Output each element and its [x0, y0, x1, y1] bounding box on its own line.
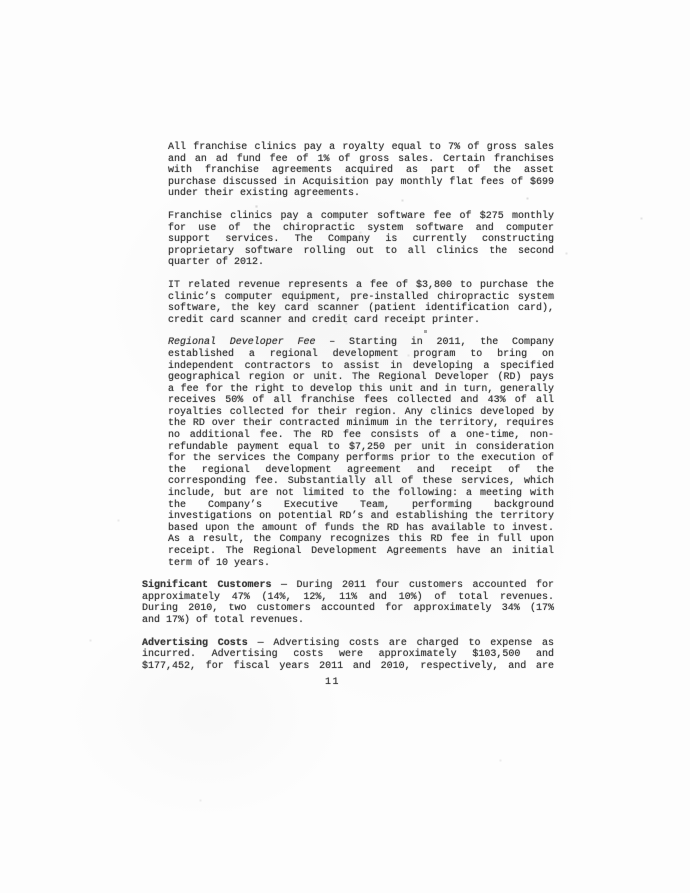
text-line: receipt. The Regional Development Agreements have an initial [168, 546, 554, 557]
text-line: $177,452, for fiscal years 2011 and 2010, respectively, and are [142, 660, 554, 672]
paragraph [142, 142, 554, 200]
paragraph [142, 580, 554, 626]
text-line: include, but are not limited to the following: a meeting with [168, 488, 554, 500]
text-line: proprietary software rolling out to all clinics the second [168, 245, 554, 257]
text-line: As a result, the Company recognizes this RD fee in full upon [168, 534, 554, 546]
paragraph-lead-bold: Significant Customers [142, 580, 272, 592]
text-line: Franchise clinics pay a computer software fee of $275 monthly [168, 210, 554, 222]
document-text-block [142, 142, 554, 683]
text-line: Regional Developer Fee – Starting in 2011, the Company [168, 337, 554, 349]
text-line: and 17%) of total revenues. [142, 614, 305, 626]
text-line: Advertising Costs — Advertising costs are charged to expense as [142, 637, 554, 649]
text-line: based upon the amount of funds the RD has available to invest. [168, 522, 554, 534]
paragraph-lead-bold: Advertising Costs [142, 637, 248, 649]
text-line: During 2010, two customers accounted for approximately 34% (17% [142, 603, 554, 615]
text-line: the regional development agreement and receipt of the [168, 464, 554, 476]
paragraph [142, 638, 554, 673]
text-line: and an ad fund fee of 1% of gross sales. Certain franchises [168, 153, 554, 165]
text-line: independent contractors to assist in developing a specified [168, 360, 554, 372]
text-line: Significant Customers — During 2011 four customers accounted for [142, 580, 554, 592]
text-line: for use of the chiropractic system software and computer [168, 222, 554, 234]
page-number: 11 [325, 677, 341, 688]
text-line: established a regional development program to bring on [168, 348, 554, 360]
text-line: the RD over their contracted minimum in the territory, requires [168, 418, 554, 430]
paragraph-lead-italic: Regional Developer Fee [168, 337, 316, 349]
text-line: geographical region or unit. The Regional Developer (RD) pays [168, 372, 554, 384]
text-line: under their existing agreements. [168, 188, 361, 200]
text-line: support services. The Company is currently constructing [168, 234, 554, 246]
text-line: IT related revenue represents a fee of $3,800 to purchase the [168, 279, 554, 291]
text-line: purchase discussed in Acquisition pay monthly flat fees of $699 [168, 176, 554, 188]
text-line: corresponding fee. Substantially all of these services, which [168, 476, 554, 488]
text-line: the Company’s Executive Team, performing background [168, 499, 554, 511]
scan-noise-speckles [0, 0, 1, 1]
text-line: refundable payment equal to $7,250 per unit in consideration [168, 441, 554, 453]
text-line: approximately 47% (14%, 12%, 11% and 10%) of total revenues. [142, 591, 554, 603]
paragraph [142, 280, 554, 326]
text-line: receives 50% of all franchise fees collected and 43% of all [168, 395, 554, 407]
paragraph [142, 337, 554, 569]
text-line: a fee for the right to develop this unit and in turn, generally [168, 383, 554, 395]
text-line: for the services the Company performs prior to the execution of [168, 453, 554, 465]
text-line: incurred. Advertising costs were approximately $103,500 and [142, 649, 554, 661]
text-line: software, the key card scanner (patient identification card), [168, 303, 554, 315]
paragraph [142, 211, 554, 269]
text-line: royalties collected for their region. Any clinics developed by [168, 406, 554, 418]
text-line: no additional fee. The RD fee consists of a one-time, non- [168, 430, 554, 442]
text-line: quarter of 2012. [168, 257, 265, 269]
text-line: All franchise clinics pay a royalty equal to 7% of gross sales [168, 142, 554, 153]
text-line: clinic’s computer equipment, pre-installed chiropractic system [168, 291, 554, 303]
text-line: term of 10 years. [168, 557, 271, 569]
text-line: credit card scanner and credit card receipt printer. [168, 314, 481, 326]
text-line: investigations on potential RD’s and establishing the territory [168, 511, 554, 523]
text-line: with franchise agreements acquired as part of the asset [168, 165, 554, 177]
